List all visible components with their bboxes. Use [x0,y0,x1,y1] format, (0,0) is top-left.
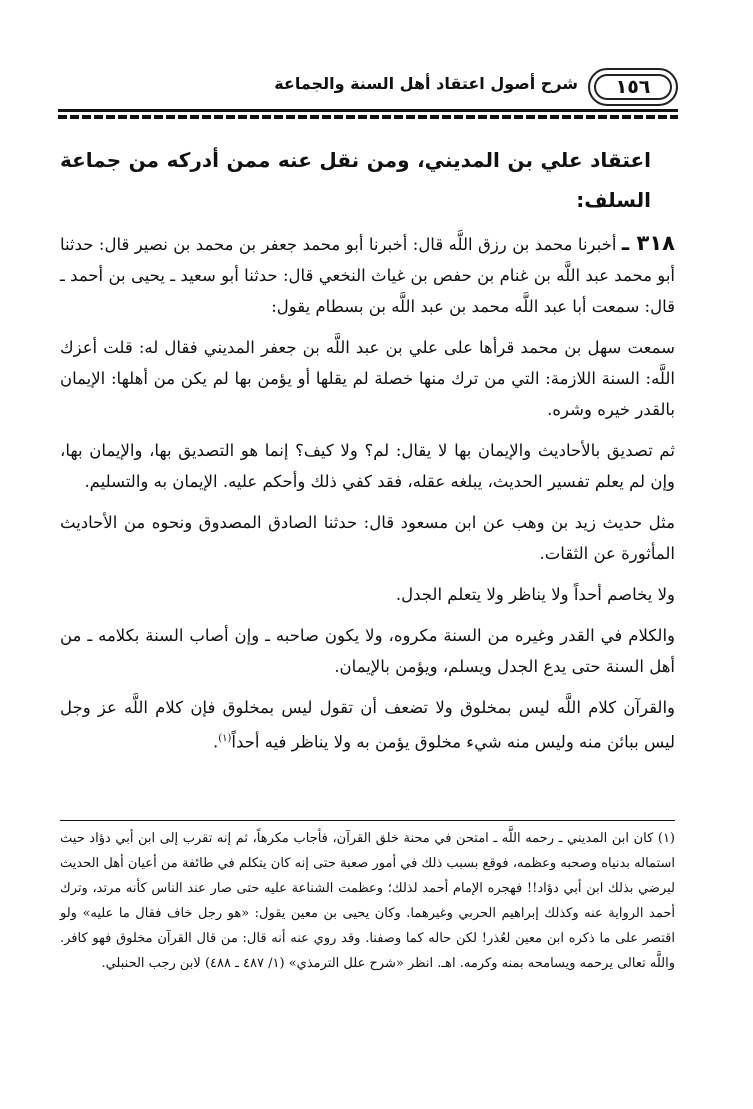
main-text [60,140,675,768]
paragraph-318 [60,228,675,322]
page-number: ١٥٦ [615,76,651,98]
header-rule [58,109,678,112]
paragraph: ثم تصديق بالأحاديث والإيمان بها لا يقال: لم؟ ولا كيف؟ إنما هو التصديق بها، والإيمان بها، وإن لم يعلم تفسير الحديث، يبلغه عقله، فقد كفي ذلك وأحكم عليه. الإيمان به والتسليم. [60,441,675,491]
section-heading: اعتقاد علي بن المديني، ومن نقل عنه ممن أدركه من جماعة السلف: [60,148,651,212]
header-dashed-rule [58,115,678,119]
running-title: شرح أصول اعتقاد أهل السنة والجماعة [274,74,578,93]
paragraph-text: والقرآن كلام اللَّه ليس بمخلوق ولا تضعف أن تقول ليس بمخلوق فإن كلام اللَّه عز وجل ليس ببائن منه وليس منه شيء مخلوق يؤمن به ولا يناظر فيه أحداً [60,698,675,752]
paragraph: والكلام في القدر وغيره من السنة مكروه، ولا يكون صاحبه ـ وإن أصاب السنة بكلامه ـ من أهل السنة حتى يدع الجدل ويسلم، ويؤمن بالإيمان. [60,626,675,676]
paragraph: مثل حديث زيد بن وهب عن ابن مسعود قال: حدثنا الصادق المصدوق ونحوه من الأحاديث المأثورة عن الثقات. [60,513,675,563]
footnote-rule [60,820,675,821]
sentence-end: . [212,732,219,752]
paragraph: سمعت سهل بن محمد قرأها على علي بن عبد اللَّه بن جعفر المديني فقال له: قلت أعزك اللَّه: السنة اللازمة: التي من ترك منها خصلة لم يقلها أو يؤمن بها لم يكن من أهلها: الإيمان بالقدر خيره وشره. [60,338,675,419]
footnote-reference[interactable]: (١) [218,733,232,744]
hadith-number: ٣١٨ ـ [621,231,675,255]
footnote: (١) كان ابن المديني ـ رحمه اللَّه ـ امتحن في محنة خلق القرآن، فأجاب مكرهاً، ثم إنه تقرب إلى ابن أبي دؤاد حيث استماله بدنياه وصحبه وعظمه، فوقع بسبب ذلك في أمور صعبة حتى إنه كان يتكلم في طائفة من أعيان أهل الحديث ليرضي بذلك ابن أبي دؤاد!! فهجره الإمام أحمد لذلك؛ وعظمت الشناعة عليه حتى صار عند الناس كأنه مرتد، وترك أحمد الرواية عنه وكذلك إبراهيم الحربي وغيرهما. وكان يحيى بن معين يقول: «هو رجل خاف فقال ما عليه» ولو اقتصر على ما ذكره ابن معين لعُذر! لكن حاله كما وصفنا. وقد روي عنه أنه قال: من قال القرآن مخلوق فهو كافر. واللَّه تعالى يرحمه ويسامحه بمنه وكرمه. اهـ. انظر «شرح علل الترمذي» (١/ ٤٨٧ ـ ٤٨٨) لابن رجب الحنبلي. [60,831,675,971]
paragraph-text: أخبرنا محمد بن رزق اللَّه قال: أخبرنا أبو محمد جعفر بن محمد بن نصير قال: حدثنا أبو محمد عبد اللَّه بن غنام بن حفص بن غياث النخعي قال: حدثنا أبو سعيد ـ يحيى بن أحمد ـ قال: سمعت أبا عبد اللَّه محمد بن عبد اللَّه بن بسطام يقول: [60,235,675,316]
paragraph: ولا يخاصم أحداً ولا يناظر ولا يتعلم الجدل. [395,585,675,604]
paragraph-last [60,692,675,758]
page-header [58,64,678,108]
page-number-badge [588,68,678,106]
